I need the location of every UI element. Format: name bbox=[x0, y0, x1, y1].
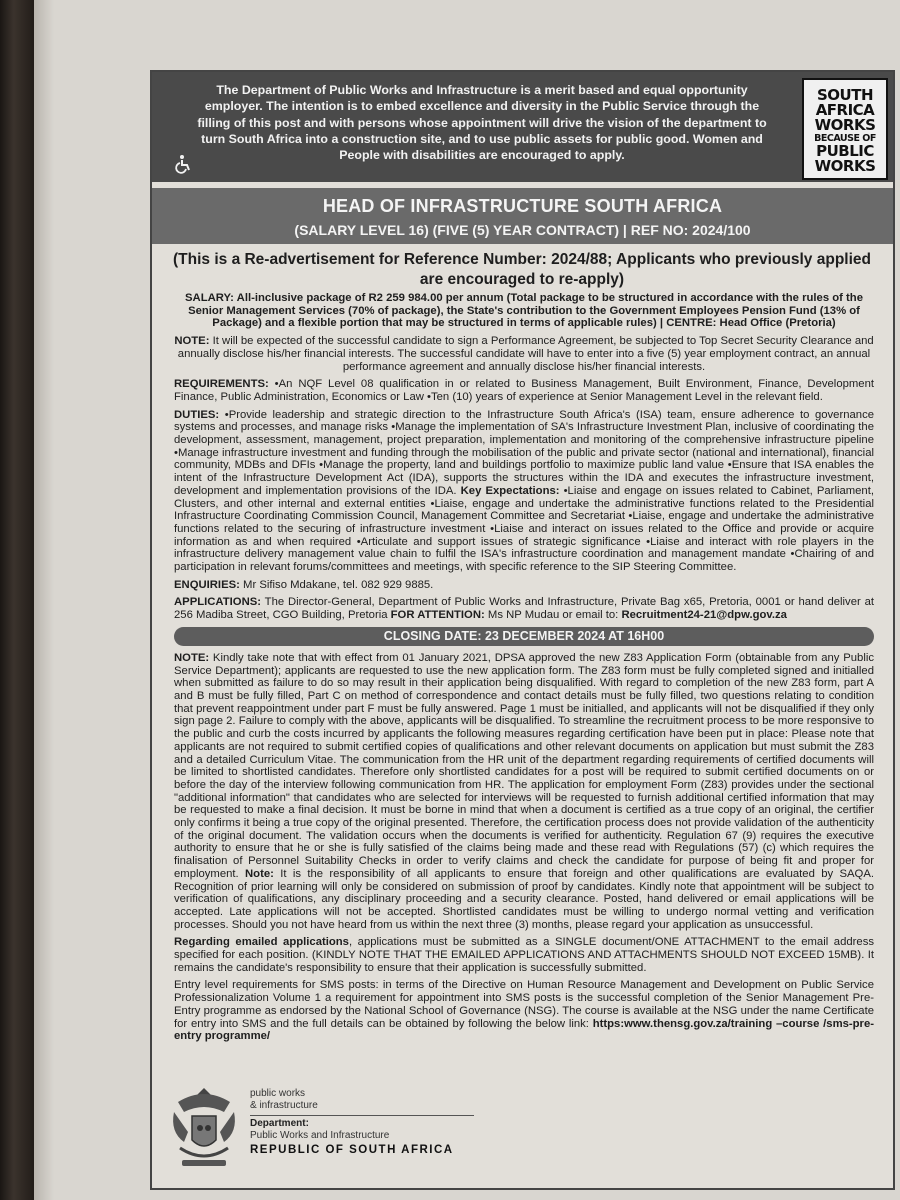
application-email[interactable]: Recruitment24-21@dpw.gov.za bbox=[621, 609, 787, 622]
enquiries-paragraph: ENQUIRIES: Mr Sifiso Mdakane, tel. 082 929 9885. bbox=[174, 578, 434, 591]
requirements-paragraph: REQUIREMENTS: •An NQF Level 08 qualification in or related to Business Management, Built Environment, Finance, Development Finance, Public Administration, Economics or Law •Ten (10) years of experience at Senior Management Level in the relevant field. bbox=[174, 378, 874, 403]
z83-note-paragraph: NOTE: Kindly take note that with effect from 01 January 2021, DPSA approved the new Z83 Application Form (obtainable from any Public Service Department); applicants are requested to use the new application form. The Z83 form must be fully completed signed and initialled when submitted as failure to do so may result in their application being disqualified. With regard to completion of the new Z83 form, part A and B must be fully filled, Part C on method of correspondence and contact details must be fully filled, two questions relating to condition that prevent reappointment under part F must be fully answered. Page 1 must be initialled, and applicants will not be disqualified if they only sign page 2. Failure to comply with the above, applicants will be disqualified. To streamline the recruitment process to be more responsive to the public and curb the costs incurred by applicants the following measures regarding certification have been put in place: Please note that applicants are not required to submit certified copies of qualifications and other relevant documents on application but must submit the Z83 and a detailed Curriculum Vitae. The communication from the HR unit of the department regarding requirements of certified documents will be limited to shortlisted candidates. Therefore only shortlisted candidates for a post will be required to submit certified documents on or before the day of the interview following communication from HR. The application for employment Form (Z83) provides under the sectional "additional information" that candidates who are selected for interviews will be requested to furnish additional certified information that may be requested to make a final decision. It must be borne in mind that when a document is certified as a true copy of an original, the certifier only confirms it being a true copy of the original presented. Therefore, the certification process does not provide validation of the authenticity of the original document. The validation occurs when the documents is verified for authenticity. Regulation 67 (9) requires the executive authority to ensure that he or she is fully satisfied of the claims being made and these read with Regulations (57) (c) which requires the finalisation of Personnel Suitability Checks in order to verify claims and check the candidate for purpose of being fit and proper for employment. Note: It is the responsibility of all applicants to ensure that foreign and other qualifications are evaluated by SAQA. Recognition of prior learning will only be considered on submission of proof by candidates. Kindly note that appointment will be subject to verification of qualifications, any disciplinary proceeding and a security clearance. Posted, hand delivered or email applications will be accepted. Late applications will not be accepted. Shortlisted candidates must be willing to undergo normal vetting and verification processes. Should you not have heard from us within the next three (3) months, please regard your application as unsuccessful. bbox=[174, 651, 874, 931]
banner-text: The Department of Public Works and Infrastructure is a merit based and equal opportunity employer. The intention is to embed excellence and diversity in the Public Service through the filling of this post and with persons whose appointment will drive the vision of the department to turn South Africa into a construction site, and to use public assets for public good. Women and People with disabilities are encouraged to apply. bbox=[197, 83, 767, 163]
applications-paragraph: APPLICATIONS: The Director-General, Department of Public Works and Infrastructure, Private Bag x65, Pretoria, 0001 or hand deliver at 256 Madiba Street, CGO Building, Pretoria FOR ATTENTION: Ms NP Mudau or email to: Recruitment24-21@dpw.gov.za bbox=[174, 596, 874, 622]
dept-logo-line4: Public Works and Infrastructure bbox=[250, 1130, 390, 1141]
duties-paragraph: DUTIES: •Provide leadership and strategic direction to the Infrastructure South Africa's (ISA) team, ensure adherence to governance systems and processes, and manage risks •Manage the implementation of SA's Infrastructure Investment Plan, inclusive of coordinating the development, assessment, management, project preparation, implementation and monitoring of the comprehensive infrastructure pipeline •Manage infrastructure investment and funding through the mobilisation of the public and private sector (national and international), financial community, MDBs and DFIs •Manage the property, land and buildings portfolio to maximize public land value •Ensure that ISA enables the intent of the Infrastructure Development Act (IDA), supports the structures within the IDA and executes the infrastructure investment, development and implementation provisions of the IDA. Key Expectations: •Liaise and engage on issues related to Cabinet, Parliament, Clusters, and other internal and external entities •Liaise, engage and undertake the administrative functions related to the Presidential Infrastructure Coordinating Commission Council, Management Committee and Secretariat •Liaise, engage and undertake the administrative functions related to the securing of infrastructure investment •Liaise and interact on issues related to the Office and provide or acquire information as and when required •Articulate and support issues of strategic significance •Liaise and interact with role players in the infrastructure delivery management value chain to fulfil the ISA's infrastructure coordination and management mandate •Chairing of and participation in relevant forums/committees and meetings, with specific reference to the SIP Steering Committee. bbox=[174, 408, 874, 574]
dept-logo-line3: Department: bbox=[250, 1118, 309, 1129]
south-africa-works-logo: SOUTH AFRICA WORKS BECAUSE OF PUBLIC WORKS bbox=[802, 78, 888, 180]
paper-edge-shadow bbox=[34, 0, 54, 1200]
dept-logo-line1: public works bbox=[250, 1088, 306, 1099]
background-surface bbox=[0, 0, 34, 1200]
dept-logo-line2: & infrastructure bbox=[250, 1100, 318, 1111]
advert-body bbox=[174, 292, 874, 1048]
note-paragraph: NOTE: It will be expected of the successful candidate to sign a Performance Agreement, be subjected to Top Secret Security Clearance and annually disclose his/her financial interests. The successful candidate will have to enter into a five (5) year employment contract, an annual performance agreement and annually disclose his/her financial interests. bbox=[174, 335, 874, 373]
closing-date-bar: CLOSING DATE: 23 DECEMBER 2024 AT 16H00 bbox=[174, 627, 874, 646]
readvertisement-notice: (This is a Re-advertisement for Reference Number: 2024/88; Applicants who previously applied are encouraged to re-apply) bbox=[173, 251, 871, 288]
post-subtitle: (SALARY LEVEL 16) (FIVE (5) YEAR CONTRACT) | REF NO: 2024/100 bbox=[294, 222, 751, 238]
coat-of-arms-icon bbox=[164, 1082, 244, 1176]
salary-paragraph: SALARY: All-inclusive package of R2 259 984.00 per annum (Total package to be structured in accordance with the rules of the Senior Management Services (70% of package), the State's contribution to the Government Employees Pension Fund (13% of Package) and a flexible portion that may be structured in terms of applicable rules) | CENTRE: Head Office (Pretoria) bbox=[185, 292, 863, 330]
dept-logo-country: REPUBLIC OF SOUTH AFRICA bbox=[250, 1144, 454, 1156]
employer-banner bbox=[152, 72, 893, 182]
divider bbox=[250, 1115, 474, 1116]
department-logo bbox=[164, 1082, 474, 1176]
nsg-link[interactable]: https:www.thensg.gov.za/training –course /sms-pre-entry programme/ bbox=[174, 1017, 875, 1043]
entry-requirements-paragraph: Entry level requirements for SMS posts: in terms of the Directive on Human Resource Management and Development on Public Service Professionalization Volume 1 a requirement for appointment into SMS posts is the successful completion of the Senior Management Pre-Entry programme as endorsed by the National School of Governance (NSG). The course is available at the NSG under the name Certificate for entry into SMS and the full details can be obtained by following the below link: https:www.thensg.gov.za/training –course /sms-pre-entry programme/ bbox=[174, 979, 875, 1043]
emailed-applications-paragraph: Regarding emailed applications, applications must be submitted as a SINGLE document/ONE ATTACHMENT to the email address specified for each position. (KINDLY NOTE THAT THE EMAILED APPLICATIONS AND ATTACHMENTS SHOULD NOT EXCEED 15MB). It remains the candidate's responsibility to ensure that their application is successfully submitted. bbox=[174, 936, 874, 974]
post-title: HEAD OF INFRASTRUCTURE SOUTH AFRICA bbox=[322, 196, 723, 216]
wheelchair-icon bbox=[174, 154, 194, 174]
job-advertisement bbox=[150, 70, 895, 1190]
post-title-bar bbox=[152, 188, 893, 244]
